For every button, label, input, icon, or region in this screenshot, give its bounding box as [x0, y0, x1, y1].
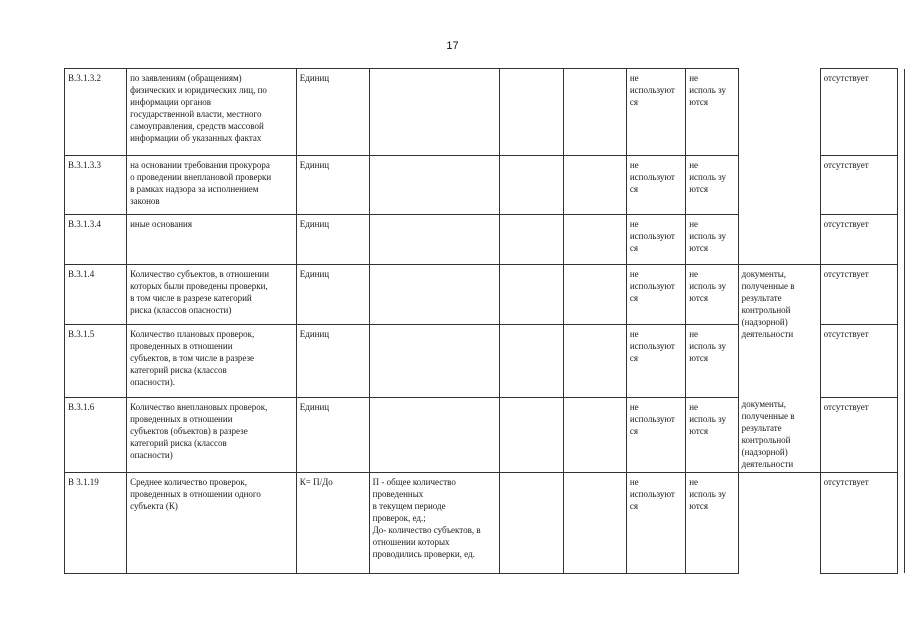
indicator-formula — [369, 215, 500, 265]
indicator-col7: не используют ся — [626, 215, 685, 265]
indicator-description — [500, 325, 563, 398]
right-gap — [898, 398, 905, 473]
indicator-unit: Единиц — [296, 265, 369, 325]
indicator-name: Среднее количество проверок, проведенных в отношении одного субъекта (К) — [127, 472, 297, 573]
table-row — [65, 69, 905, 156]
right-gap — [898, 325, 905, 398]
indicator-status: отсутствует — [820, 156, 898, 215]
indicator-unit: Единиц — [296, 69, 369, 156]
indicator-col7: не используют ся — [626, 156, 685, 215]
indicator-col8: не исполь зу ются — [686, 265, 738, 325]
indicator-unit: Единиц — [296, 156, 369, 215]
indicator-unit: Единиц — [296, 215, 369, 265]
indicator-col7: не используют ся — [626, 69, 685, 156]
indicator-extra — [563, 398, 626, 473]
indicator-formula: П - общее количество проведенных в текущем периоде проверок, ед.; До- количество субъектов, в отношении которых проводились проверки, ед. — [369, 472, 500, 573]
indicator-col8: не исполь зу ются — [686, 472, 738, 573]
indicator-code: B.3.1.3.2 — [65, 69, 127, 156]
indicator-col8: не исполь зу ются — [686, 398, 738, 473]
indicator-col7: не используют ся — [626, 398, 685, 473]
right-gap — [898, 215, 905, 265]
indicator-status: отсутствует — [820, 472, 898, 573]
indicator-description — [500, 156, 563, 215]
right-gap — [898, 156, 905, 215]
indicator-col7: не используют ся — [626, 265, 685, 325]
table-row — [65, 472, 905, 573]
indicator-formula — [369, 69, 500, 156]
indicator-name: на основании требования прокурора о проведении внеплановой проверки в рамках надзора за исполнением законов — [127, 156, 297, 215]
indicator-name: по заявлениям (обращениям) физических и юридических лиц, по информации органов государственной власти, местного самоуправления, средств массовой информации об указанных фактах — [127, 69, 297, 156]
indicator-status: отсутствует — [820, 265, 898, 325]
indicator-description — [500, 265, 563, 325]
indicator-name: Количество плановых проверок, проведенных в отношении субъектов, в том числе в разрезе категорий риска (классов опасности). — [127, 325, 297, 398]
indicator-unit: Единиц — [296, 398, 369, 473]
indicator-source: документы, полученные в результате контрольной (надзорной) деятельности — [738, 265, 820, 398]
indicator-extra — [563, 265, 626, 325]
indicator-code: B.3.1.4 — [65, 265, 127, 325]
indicator-col8: не исполь зу ются — [686, 69, 738, 156]
indicator-status: отсутствует — [820, 325, 898, 398]
source-gap — [738, 69, 820, 265]
indicator-name: Количество внеплановых проверок, проведенных в отношении субъектов (объектов) в разрезе категорий риска (классов опасности) — [127, 398, 297, 473]
right-gap — [898, 265, 905, 325]
indicator-extra — [563, 325, 626, 398]
indicator-col8: не исполь зу ются — [686, 325, 738, 398]
indicator-extra — [563, 156, 626, 215]
indicator-code: B.3.1.6 — [65, 398, 127, 473]
indicator-formula — [369, 398, 500, 473]
indicator-status: отсутствует — [820, 398, 898, 473]
indicator-description — [500, 472, 563, 573]
indicator-formula — [369, 156, 500, 215]
indicator-col8: не исполь зу ются — [686, 156, 738, 215]
indicator-col7: не используют ся — [626, 472, 685, 573]
indicator-unit: К= П/До — [296, 472, 369, 573]
indicator-code: B.3.1.3.4 — [65, 215, 127, 265]
indicator-status: отсутствует — [820, 215, 898, 265]
indicator-formula — [369, 265, 500, 325]
indicator-extra — [563, 215, 626, 265]
page-number: 17 — [446, 40, 459, 52]
table-row — [65, 265, 905, 325]
indicator-col8: не исполь зу ются — [686, 215, 738, 265]
indicators-table — [64, 68, 905, 574]
indicator-name: иные основания — [127, 215, 297, 265]
indicator-description — [500, 398, 563, 473]
indicator-extra — [563, 472, 626, 573]
indicator-status: отсутствует — [820, 69, 898, 156]
indicator-source: документы, полученные в результате контрольной (надзорной) деятельности — [738, 398, 820, 473]
indicator-description — [500, 215, 563, 265]
source-gap — [738, 472, 820, 573]
indicator-description — [500, 69, 563, 156]
indicator-extra — [563, 69, 626, 156]
indicator-code: B.3.1.5 — [65, 325, 127, 398]
indicator-code: B.3.1.3.3 — [65, 156, 127, 215]
indicator-name: Количество субъектов, в отношении которых были проведены проверки, в том числе в разрезе категорий риска (классов опасности) — [127, 265, 297, 325]
table-row — [65, 398, 905, 473]
indicator-col7: не используют ся — [626, 325, 685, 398]
indicator-formula — [369, 325, 500, 398]
right-gap — [898, 472, 905, 573]
right-gap — [898, 69, 905, 156]
indicator-unit: Единиц — [296, 325, 369, 398]
indicator-code: B 3.1.19 — [65, 472, 127, 573]
